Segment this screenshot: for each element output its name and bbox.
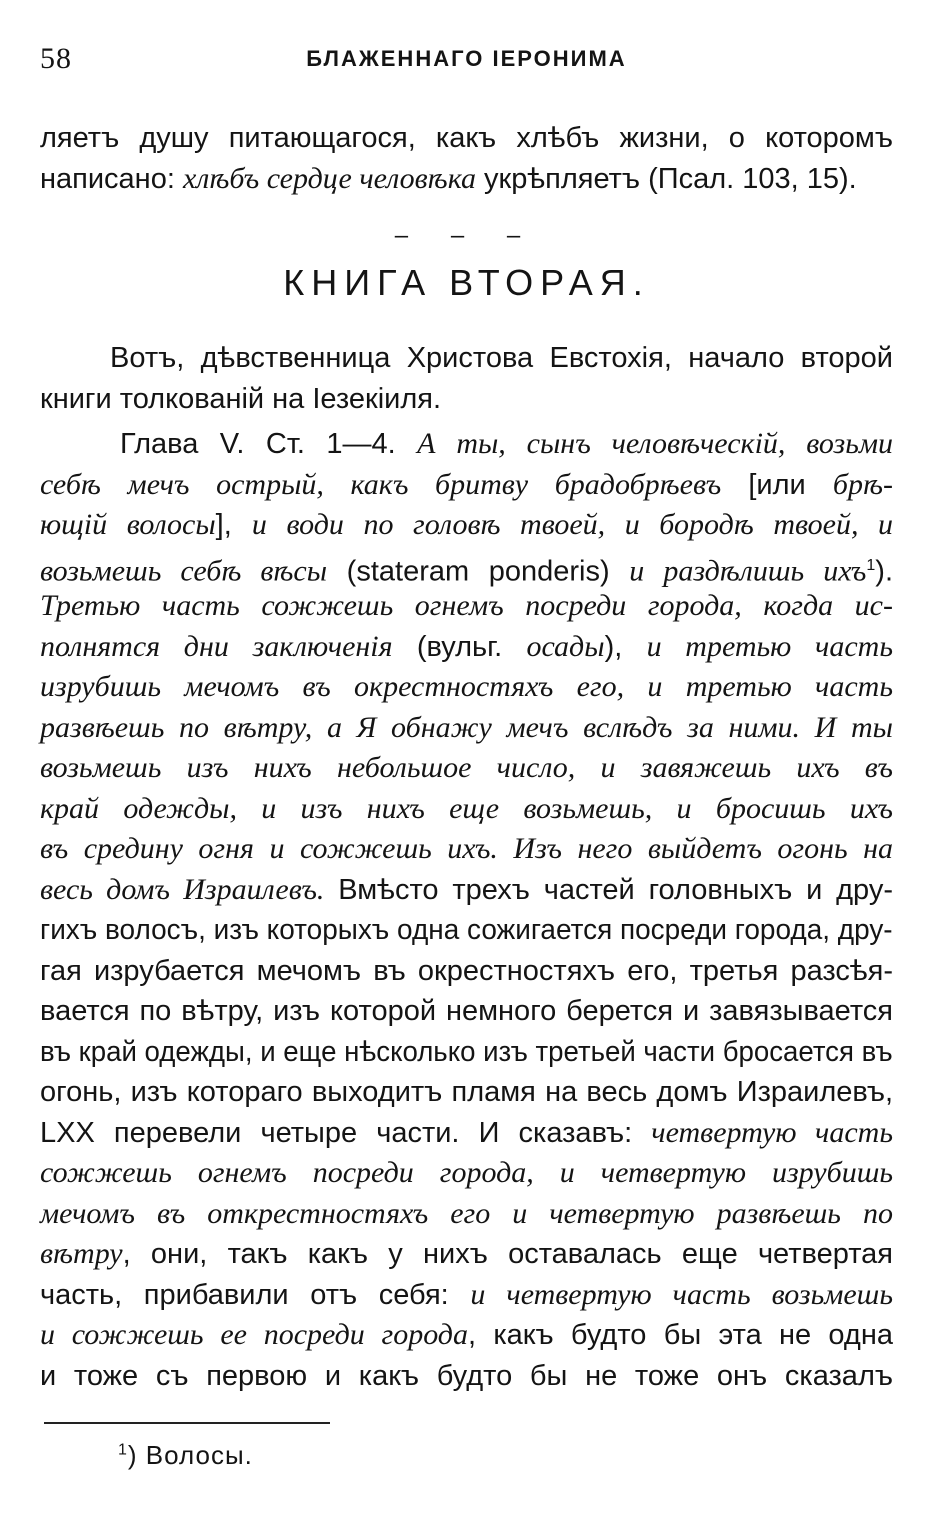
text-line <box>40 627 893 668</box>
scripture-quote: брѣ- <box>832 467 893 501</box>
text-line: сожжешь огнемъ посреди города, и четвертую изрубишь <box>40 1156 893 1189</box>
text-line: развѣешь по вѣтру, а Я обнажу мечъ вслѣдъ за ними. И ты <box>40 710 893 744</box>
scripture-quote: и сожжешь ее посреди города <box>40 1318 468 1351</box>
chapter-reference: Глава V. Ст. 1—4. <box>120 428 418 460</box>
text-run: часть, прибавили отъ себя: <box>40 1278 471 1311</box>
text-line <box>40 1275 893 1316</box>
text-run: ], <box>215 509 252 541</box>
footnote-text: ) Волосы. <box>127 1440 253 1470</box>
text-line <box>40 1315 893 1356</box>
scripture-quote: вѣтру <box>40 1237 123 1270</box>
text-run: Вмѣсто трехъ частей головныхъ и дру- <box>324 873 893 906</box>
text-run: написано: <box>40 162 183 195</box>
scripture-quote: и раздѣлишь ихъ <box>629 554 867 588</box>
text-line: огонь, изъ котораго выходитъ пламя на весь домъ Израилевъ, <box>40 1076 893 1108</box>
text-run: , какъ будто бы эта не одна <box>467 1319 893 1351</box>
top-paragraph <box>40 118 893 199</box>
text-line: въ средину огня и сожжешь ихъ. Изъ него выйдетъ огонь на <box>40 832 893 865</box>
scripture-quote: хлѣбъ сердце человѣка <box>182 161 476 195</box>
text-line: Вотъ, дѣвственница Христова Евстохія, начало второй <box>110 342 893 374</box>
text-line: ляетъ душу питающагося, какъ хлѣбъ жизни, о которомъ <box>40 122 893 154</box>
text-line <box>40 1234 893 1275</box>
text-run: (stateram ponderis) <box>327 555 630 588</box>
text-run: LXX перевели четыре части. И сказавъ: <box>40 1116 652 1149</box>
text-line: мечомъ въ открестностяхъ его и четвертую развѣешь по <box>40 1196 893 1230</box>
text-run: ). <box>875 555 894 588</box>
text-line: Третью часть сожжешь огнемъ посреди города, когда ис- <box>40 589 893 622</box>
text-line: возьмешь изъ нихъ небольшое число, и завяжешь ихъ въ <box>40 751 893 784</box>
text-line: край одежды, и изъ нихъ еще возьмешь, и бросишь ихъ <box>40 791 893 825</box>
text-run: [или <box>721 468 833 501</box>
scripture-quote: себѣ мечъ острый, какъ бритву брадобрѣевъ <box>40 467 722 501</box>
scripture-quote: А ты, сынъ человѣческій, возьми <box>417 427 893 460</box>
text-line <box>40 505 893 546</box>
text-line: изрубишь мечомъ въ окрестностяхъ его, и третью часть <box>40 670 893 703</box>
book-heading: КНИГА ВТОРАЯ. <box>283 262 650 303</box>
text-run: укрѣпляетъ (Псал. 103, 15). <box>475 162 857 195</box>
running-head <box>40 42 893 82</box>
text-line <box>40 159 893 200</box>
text-line: гихъ волосъ, изъ которыхъ одна сожигается посреди города, дру- <box>40 914 893 946</box>
scripture-quote: и третью часть <box>646 629 893 663</box>
scripture-quote: осады <box>526 629 605 663</box>
text-line: гая изрубается мечомъ въ окрестностяхъ его, третья разсѣя- <box>40 954 893 987</box>
text-line: вается по вѣтру, изъ которой немного берется и завязывается <box>40 995 893 1027</box>
text-line <box>40 424 893 465</box>
footnote-marker: 1 <box>866 556 876 574</box>
text-line: и тоже съ первою и какъ будто бы не тоже онъ сказалъ <box>40 1359 893 1392</box>
text-run: (вульг. <box>392 630 527 663</box>
scripture-quote: ющій волосы <box>40 508 216 541</box>
running-title: БЛАЖЕННАГО ІЕРОНИМА <box>306 46 627 71</box>
scripture-quote: возьмешь себѣ вѣсы <box>40 554 328 588</box>
scripture-quote: и води по головѣ твоей, и бородѣ твоей, и <box>251 508 894 541</box>
scripture-quote: четвертую часть <box>651 1115 893 1149</box>
footnote <box>118 1440 253 1471</box>
footnote-marker: 1 <box>118 1441 128 1459</box>
text-line: въ край одежды, и еще нѣсколько изъ третьей части бросается въ <box>40 1035 893 1068</box>
text-line <box>40 1113 893 1154</box>
footnote-rule <box>44 1422 330 1424</box>
scripture-quote: весь домъ Израилевъ. <box>40 872 325 906</box>
text-line <box>40 546 893 587</box>
scripture-quote: полнятся дни заключенія <box>40 629 393 663</box>
text-line <box>40 465 893 506</box>
page-number: 58 <box>40 42 72 75</box>
scripture-quote: и четвертую часть возьмешь <box>470 1277 893 1311</box>
chapter-paragraph <box>40 424 893 1396</box>
section-ornament: – – – <box>394 222 539 249</box>
intro-paragraph <box>40 338 893 419</box>
text-run: , они, такъ какъ у нихъ оставалась еще четвертая <box>122 1238 893 1270</box>
text-line <box>40 870 893 911</box>
text-run: ), <box>604 630 647 663</box>
text-line: книги толкованій на Іезекіиля. <box>40 382 442 415</box>
